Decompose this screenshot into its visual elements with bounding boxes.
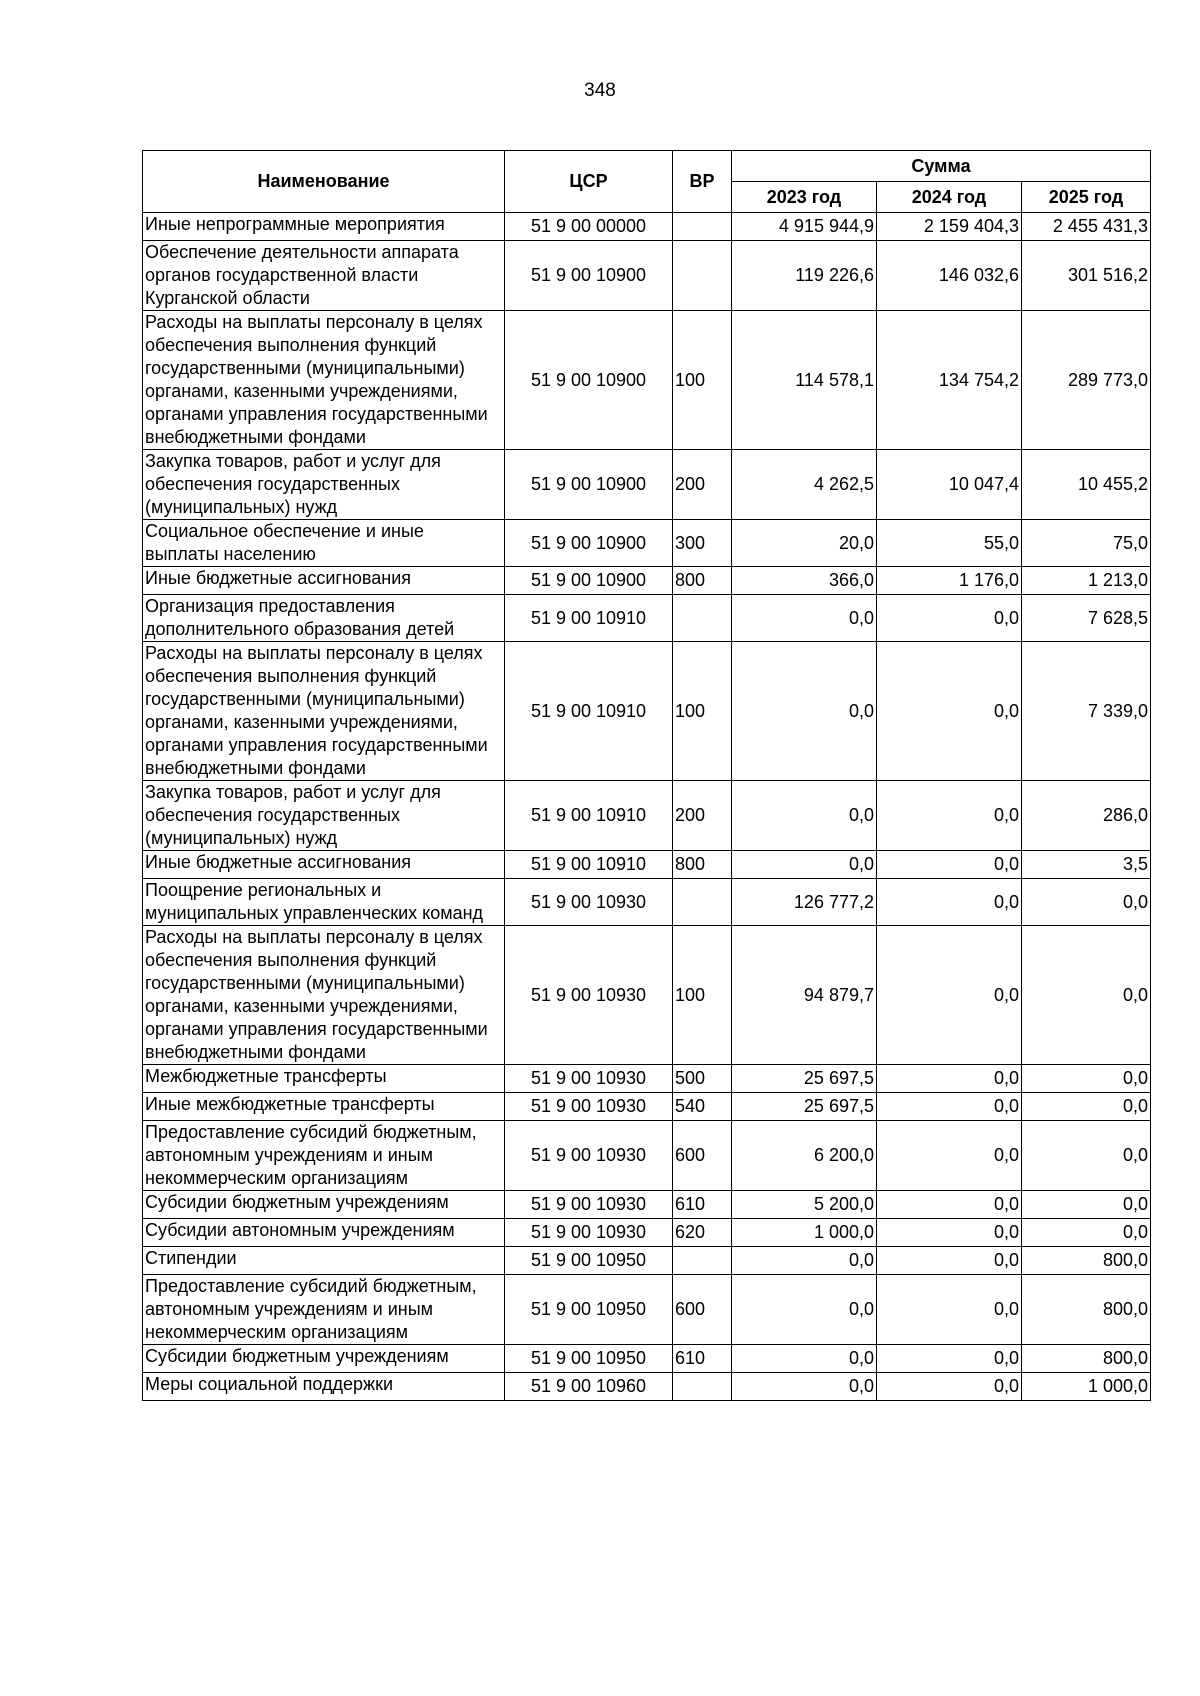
row-sum-2023-cell: 1 000,0 [732, 1219, 877, 1247]
row-name-cell: Социальное обеспечение и иные выплаты населению [143, 520, 505, 567]
row-sum-2025-cell: 3,5 [1022, 851, 1151, 879]
row-name-cell: Предоставление субсидий бюджетным, автономным учреждениям и иным некоммерческим организациям [143, 1121, 505, 1191]
row-name-cell: Обеспечение деятельности аппарата органов государственной власти Курганской области [143, 241, 505, 311]
row-sum-2024-cell: 1 176,0 [877, 567, 1022, 595]
row-sum-2025-cell: 0,0 [1022, 926, 1151, 1065]
row-vr-cell: 300 [673, 520, 732, 567]
row-name-cell: Меры социальной поддержки [143, 1373, 505, 1401]
row-sum-2025-cell: 800,0 [1022, 1247, 1151, 1275]
row-csr-cell: 51 9 00 10900 [505, 450, 673, 520]
row-sum-2025-cell: 0,0 [1022, 1191, 1151, 1219]
row-sum-2024-cell: 0,0 [877, 1191, 1022, 1219]
row-name-cell: Субсидии бюджетным учреждениям [143, 1191, 505, 1219]
row-csr-cell: 51 9 00 10900 [505, 311, 673, 450]
row-name-cell: Расходы на выплаты персоналу в целях обеспечения выполнения функций государственными (муниципальными) органами, казенными учреждениями, органами управления государственными внебюджетными фондами [143, 311, 505, 450]
row-sum-2023-cell: 0,0 [732, 595, 877, 642]
row-sum-2023-cell: 366,0 [732, 567, 877, 595]
row-csr-cell: 51 9 00 10900 [505, 241, 673, 311]
table-body [143, 213, 1151, 1401]
row-name-cell: Иные межбюджетные трансферты [143, 1093, 505, 1121]
row-sum-2024-cell: 55,0 [877, 520, 1022, 567]
row-sum-2024-cell: 2 159 404,3 [877, 213, 1022, 241]
row-sum-2024-cell: 0,0 [877, 595, 1022, 642]
table-row [143, 1219, 1151, 1247]
row-name-cell: Иные непрограммные мероприятия [143, 213, 505, 241]
table-row [143, 781, 1151, 851]
row-vr-cell: 800 [673, 567, 732, 595]
row-sum-2025-cell: 7 628,5 [1022, 595, 1151, 642]
row-name-cell: Межбюджетные трансферты [143, 1065, 505, 1093]
row-vr-cell: 620 [673, 1219, 732, 1247]
row-csr-cell: 51 9 00 10930 [505, 1093, 673, 1121]
row-name-cell: Закупка товаров, работ и услуг для обеспечения государственных (муниципальных) нужд [143, 781, 505, 851]
row-name-cell: Иные бюджетные ассигнования [143, 851, 505, 879]
table-row [143, 926, 1151, 1065]
table-row [143, 851, 1151, 879]
row-sum-2025-cell: 10 455,2 [1022, 450, 1151, 520]
page-number: 348 [584, 80, 616, 101]
row-sum-2023-cell: 4 262,5 [732, 450, 877, 520]
row-sum-2023-cell: 20,0 [732, 520, 877, 567]
row-sum-2025-cell: 75,0 [1022, 520, 1151, 567]
row-sum-2024-cell: 0,0 [877, 879, 1022, 926]
row-sum-2024-cell: 0,0 [877, 1065, 1022, 1093]
row-vr-cell: 500 [673, 1065, 732, 1093]
header-year-2024: 2024 год [877, 182, 1022, 213]
row-csr-cell: 51 9 00 10930 [505, 926, 673, 1065]
table-row [143, 520, 1151, 567]
table-row [143, 311, 1151, 450]
row-sum-2025-cell: 7 339,0 [1022, 642, 1151, 781]
header-year-2023: 2023 год [732, 182, 877, 213]
row-sum-2023-cell: 0,0 [732, 781, 877, 851]
header-vr: ВР [673, 151, 732, 213]
row-csr-cell: 51 9 00 10930 [505, 1219, 673, 1247]
row-sum-2024-cell: 0,0 [877, 926, 1022, 1065]
row-csr-cell: 51 9 00 10930 [505, 1121, 673, 1191]
row-sum-2025-cell: 800,0 [1022, 1275, 1151, 1345]
row-sum-2023-cell: 0,0 [732, 851, 877, 879]
row-vr-cell [673, 595, 732, 642]
budget-table [142, 150, 1151, 1401]
table-row [143, 1345, 1151, 1373]
row-csr-cell: 51 9 00 10910 [505, 781, 673, 851]
row-name-cell: Субсидии автономным учреждениям [143, 1219, 505, 1247]
row-csr-cell: 51 9 00 10900 [505, 567, 673, 595]
row-vr-cell: 100 [673, 642, 732, 781]
row-name-cell: Предоставление субсидий бюджетным, автономным учреждениям и иным некоммерческим организациям [143, 1275, 505, 1345]
row-vr-cell: 600 [673, 1121, 732, 1191]
row-csr-cell: 51 9 00 10960 [505, 1373, 673, 1401]
table-row [143, 1191, 1151, 1219]
table-row [143, 450, 1151, 520]
row-sum-2024-cell: 0,0 [877, 1219, 1022, 1247]
row-sum-2025-cell: 289 773,0 [1022, 311, 1151, 450]
row-name-cell: Расходы на выплаты персоналу в целях обеспечения выполнения функций государственными (муниципальными) органами, казенными учреждениями, органами управления государственными внебюджетными фондами [143, 642, 505, 781]
row-sum-2025-cell: 0,0 [1022, 1065, 1151, 1093]
row-sum-2024-cell: 0,0 [877, 1275, 1022, 1345]
row-name-cell: Поощрение региональных и муниципальных управленческих команд [143, 879, 505, 926]
row-sum-2024-cell: 0,0 [877, 1373, 1022, 1401]
row-csr-cell: 51 9 00 10910 [505, 642, 673, 781]
row-sum-2025-cell: 1 000,0 [1022, 1373, 1151, 1401]
row-vr-cell [673, 213, 732, 241]
row-name-cell: Закупка товаров, работ и услуг для обеспечения государственных (муниципальных) нужд [143, 450, 505, 520]
row-sum-2025-cell: 0,0 [1022, 1093, 1151, 1121]
row-sum-2023-cell: 0,0 [732, 1275, 877, 1345]
row-csr-cell: 51 9 00 10950 [505, 1247, 673, 1275]
header-name: Наименование [143, 151, 505, 213]
table-row [143, 1065, 1151, 1093]
row-vr-cell [673, 879, 732, 926]
row-sum-2025-cell: 286,0 [1022, 781, 1151, 851]
row-sum-2023-cell: 0,0 [732, 1345, 877, 1373]
row-vr-cell: 610 [673, 1345, 732, 1373]
row-vr-cell: 100 [673, 926, 732, 1065]
table-row [143, 879, 1151, 926]
row-sum-2025-cell: 301 516,2 [1022, 241, 1151, 311]
row-vr-cell [673, 1247, 732, 1275]
row-sum-2024-cell: 0,0 [877, 851, 1022, 879]
row-name-cell: Субсидии бюджетным учреждениям [143, 1345, 505, 1373]
row-sum-2025-cell: 0,0 [1022, 1121, 1151, 1191]
table-row [143, 1247, 1151, 1275]
table-row [143, 1373, 1151, 1401]
table-header [143, 151, 1151, 213]
row-vr-cell [673, 241, 732, 311]
table-row [143, 1121, 1151, 1191]
row-sum-2023-cell: 0,0 [732, 642, 877, 781]
row-csr-cell: 51 9 00 10910 [505, 595, 673, 642]
row-vr-cell: 800 [673, 851, 732, 879]
row-sum-2023-cell: 94 879,7 [732, 926, 877, 1065]
row-sum-2023-cell: 0,0 [732, 1247, 877, 1275]
row-name-cell: Стипендии [143, 1247, 505, 1275]
row-sum-2024-cell: 134 754,2 [877, 311, 1022, 450]
header-sum: Сумма [732, 151, 1151, 182]
row-vr-cell: 100 [673, 311, 732, 450]
table-row [143, 567, 1151, 595]
row-sum-2024-cell: 146 032,6 [877, 241, 1022, 311]
row-name-cell: Иные бюджетные ассигнования [143, 567, 505, 595]
row-sum-2025-cell: 800,0 [1022, 1345, 1151, 1373]
row-sum-2024-cell: 0,0 [877, 642, 1022, 781]
row-sum-2025-cell: 0,0 [1022, 879, 1151, 926]
table-row [143, 241, 1151, 311]
row-name-cell: Организация предоставления дополнительного образования детей [143, 595, 505, 642]
row-sum-2023-cell: 126 777,2 [732, 879, 877, 926]
row-vr-cell: 610 [673, 1191, 732, 1219]
row-sum-2023-cell: 5 200,0 [732, 1191, 877, 1219]
row-csr-cell: 51 9 00 10930 [505, 1065, 673, 1093]
row-csr-cell: 51 9 00 10950 [505, 1275, 673, 1345]
row-sum-2023-cell: 4 915 944,9 [732, 213, 877, 241]
row-csr-cell: 51 9 00 10910 [505, 851, 673, 879]
row-sum-2023-cell: 119 226,6 [732, 241, 877, 311]
row-sum-2024-cell: 10 047,4 [877, 450, 1022, 520]
table-row [143, 213, 1151, 241]
row-csr-cell: 51 9 00 10950 [505, 1345, 673, 1373]
row-sum-2024-cell: 0,0 [877, 1093, 1022, 1121]
row-vr-cell: 540 [673, 1093, 732, 1121]
row-sum-2023-cell: 6 200,0 [732, 1121, 877, 1191]
row-csr-cell: 51 9 00 00000 [505, 213, 673, 241]
row-sum-2024-cell: 0,0 [877, 1247, 1022, 1275]
row-name-cell: Расходы на выплаты персоналу в целях обеспечения выполнения функций государственными (муниципальными) органами, казенными учреждениями, органами управления государственными внебюджетными фондами [143, 926, 505, 1065]
table-row [143, 642, 1151, 781]
row-sum-2023-cell: 114 578,1 [732, 311, 877, 450]
row-sum-2023-cell: 25 697,5 [732, 1093, 877, 1121]
row-sum-2025-cell: 1 213,0 [1022, 567, 1151, 595]
row-csr-cell: 51 9 00 10900 [505, 520, 673, 567]
row-vr-cell: 200 [673, 450, 732, 520]
table-row [143, 1093, 1151, 1121]
row-csr-cell: 51 9 00 10930 [505, 1191, 673, 1219]
row-sum-2025-cell: 2 455 431,3 [1022, 213, 1151, 241]
row-sum-2025-cell: 0,0 [1022, 1219, 1151, 1247]
table-row [143, 1275, 1151, 1345]
header-year-2025: 2025 год [1022, 182, 1151, 213]
table-row [143, 595, 1151, 642]
row-sum-2023-cell: 25 697,5 [732, 1065, 877, 1093]
header-csr: ЦСР [505, 151, 673, 213]
row-sum-2024-cell: 0,0 [877, 1121, 1022, 1191]
row-sum-2024-cell: 0,0 [877, 1345, 1022, 1373]
row-vr-cell: 600 [673, 1275, 732, 1345]
row-sum-2024-cell: 0,0 [877, 781, 1022, 851]
row-csr-cell: 51 9 00 10930 [505, 879, 673, 926]
row-vr-cell: 200 [673, 781, 732, 851]
row-sum-2023-cell: 0,0 [732, 1373, 877, 1401]
row-vr-cell [673, 1373, 732, 1401]
